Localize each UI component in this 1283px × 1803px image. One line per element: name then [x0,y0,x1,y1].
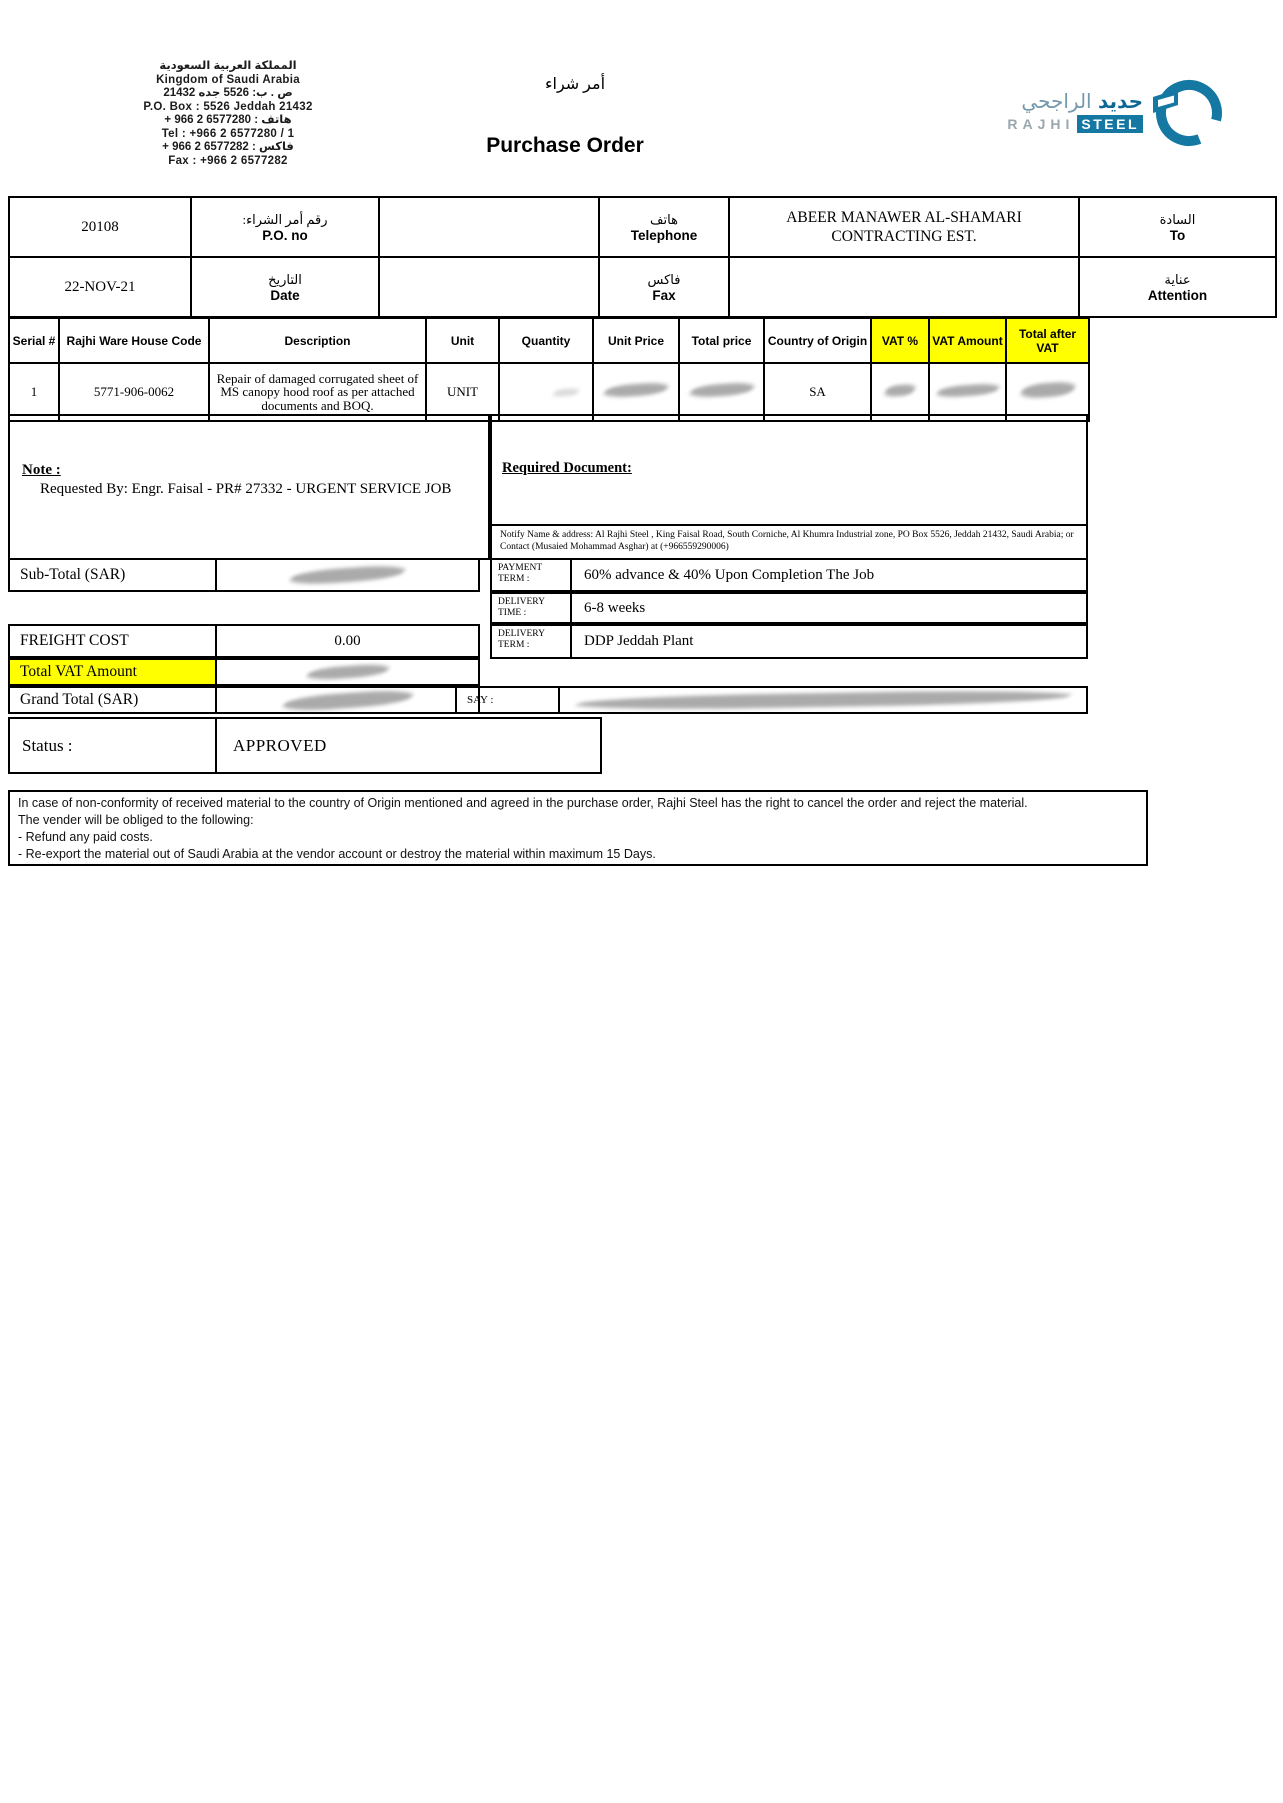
po-number-input-cell [379,197,599,257]
redacted-value [602,382,670,399]
po-number-label-ar: رقم أمر الشراء: [242,211,328,227]
redacted-value [305,663,391,681]
company-letterhead [52,60,404,168]
po-number-label-en: P.O. no [262,227,308,243]
notify-address-text: Notify Name & address: Al Rajhi Steel , King Faisal Road, South Corniche, Al Khumra Industrial zone, PO Box 5526, Jeddah 21432, Saudi Arabia; or Contact (Musaied Mohammad Asghar) at (+966559290006) [490,524,1088,560]
item-quantity [499,363,593,421]
attention-label [1079,257,1276,317]
telephone-label-en: Telephone [630,227,698,243]
payment-term-value: 60% advance & 40% Upon Completion The Job [584,566,875,583]
line-items-table [8,317,1090,422]
delivery-time-value: 6-8 weeks [584,599,646,616]
logo-steel-text: STEEL [1077,115,1143,133]
to-label-ar: السادة [1159,211,1196,227]
item-warehouse-code: 5771-906-0062 [59,363,209,421]
items-header-description: Description [209,318,426,363]
item-vat-amount [929,363,1006,421]
letterhead-line: P.O. Box : 5526 Jeddah 21432 [143,100,313,113]
conditions-box [8,790,1148,866]
subtotal-value [217,560,478,590]
item-country-of-origin: SA [764,363,871,421]
subtotal-row [8,558,480,592]
logo-text [1007,89,1143,133]
date-label [191,257,379,317]
item-serial: 1 [9,363,59,421]
items-header-warehouse-code: Rajhi Ware House Code [59,318,209,363]
letterhead-line: + 966 2 6577282 : فاكس [162,141,294,153]
redacted-value [552,388,580,397]
items-header-unit-price: Unit Price [593,318,679,363]
logo-arabic-hadid: حديد [1097,89,1143,113]
fax-label [599,257,729,317]
fax-label-ar: فاكس [647,271,681,287]
delivery-term-value: DDP Jeddah Plant [584,633,694,649]
conditions-line: The vender will be obliged to the following: [18,813,254,827]
po-number-label [191,197,379,257]
conditions-line: In case of non-conformity of received material to the country of Origin mentioned and agreed in the purchase order, Rajhi Steel has the right to cancel the order and reject the material. [18,796,1028,810]
items-header-total-after-vat: Total after VAT [1006,318,1089,363]
vendor-name-line2: CONTRACTING EST. [831,228,977,245]
total-vat-row [8,658,480,686]
items-header-serial: Serial # [9,318,59,363]
items-header-quantity: Quantity [499,318,593,363]
items-header-total-price: Total price [679,318,764,363]
grand-total-row [8,686,480,714]
say-label: SAY : [457,688,560,712]
redacted-value [288,564,407,586]
table-row [9,197,1276,257]
total-vat-value [217,660,478,684]
items-header-country: Country of Origin [764,318,871,363]
rajhi-steel-logo [1000,62,1230,160]
document-title-arabic: أمر شراء [544,76,606,93]
po-number-value: 20108 [9,197,191,257]
say-value [560,688,1086,712]
letterhead-line: ص . ب: 5526 جده 21432 [163,87,293,99]
status-row [8,717,602,774]
delivery-term-label: DELIVERY TERM : [492,626,572,657]
conditions-line: - Refund any paid costs. [18,830,153,844]
vendor-name-line1: ABEER MANAWER AL-SHAMARI [786,209,1022,226]
payment-term-row [490,558,1088,592]
letterhead-line: المملكة العربية السعودية [159,60,297,72]
items-header-vat-amount: VAT Amount [929,318,1006,363]
payment-term-label: PAYMENT TERM : [492,560,572,590]
logo-arabic-rajhi: الراجحي [1021,89,1092,113]
table-header-row [9,318,1089,363]
redacted-value [935,383,1001,399]
grand-total-value [217,688,478,712]
telephone-label-ar: هاتف [650,211,678,227]
to-label [1079,197,1276,257]
redacted-value [280,688,415,712]
freight-row [8,624,480,658]
item-total-price [679,363,764,421]
note-label: Note : [22,462,61,478]
required-document-label: Required Document: [502,460,632,476]
logo-arabic-wordmark [1007,89,1143,113]
note-box [8,414,490,560]
freight-value: 0.00 [334,632,361,649]
logo-english-wordmark [1007,115,1143,133]
letterhead-line: Kingdom of Saudi Arabia [156,73,300,86]
to-label-en: To [1169,227,1186,243]
delivery-term-row [490,624,1088,659]
table-row [9,257,1276,317]
total-vat-label: Total VAT Amount [10,660,217,684]
date-label-ar: التاريخ [268,271,302,287]
item-unit: UNIT [426,363,499,421]
fax-label-en: Fax [652,287,676,303]
vendor-name-value [729,197,1079,257]
conditions-line: - Re-export the material out of Saudi Arabia at the vendor account or destroy the material within maximum 15 Days. [18,847,656,861]
steel-coil-icon [1148,66,1230,156]
date-label-en: Date [270,287,300,303]
redacted-value [883,384,917,397]
redacted-value [572,689,1075,712]
letterhead-line: + 966 2 6577280 : هاتف [164,114,292,126]
note-text: Requested By: Engr. Faisal - PR# 27332 - URGENT SERVICE JOB [40,481,452,497]
order-header-table [8,196,1277,318]
date-input-cell [379,257,599,317]
required-document-box [490,414,1088,560]
item-vat-percent [871,363,929,421]
item-total-after-vat [1006,363,1089,421]
status-badge: APPROVED [233,735,327,755]
items-header-unit: Unit [426,318,499,363]
letterhead-line: Fax : +966 2 6577282 [168,154,288,167]
attention-label-en: Attention [1147,287,1208,303]
redacted-value [1018,381,1077,399]
freight-label: FREIGHT COST [10,626,217,656]
telephone-label [599,197,729,257]
table-row [9,363,1089,421]
delivery-time-label: DELIVERY TIME : [492,594,572,622]
page-title: Purchase Order [486,134,644,157]
attention-label-ar: عناية [1164,271,1191,287]
order-date-value: 22-NOV-21 [9,257,191,317]
logo-rajhi-text: RAJHI [1007,116,1075,132]
grand-total-label: Grand Total (SAR) [10,688,217,712]
redacted-value [688,382,756,399]
letterhead-line: Tel : +966 2 6577280 / 1 [161,127,295,140]
items-header-vat-percent: VAT % [871,318,929,363]
item-description: Repair of damaged corrugated sheet of MS canopy hood roof as per attached documents and BOQ. [209,363,426,421]
delivery-time-row [490,592,1088,624]
status-label: Status : [10,719,217,772]
say-row [455,686,1088,714]
item-unit-price [593,363,679,421]
vendor-fax-cell [729,257,1079,317]
subtotal-label: Sub-Total (SAR) [10,560,217,590]
